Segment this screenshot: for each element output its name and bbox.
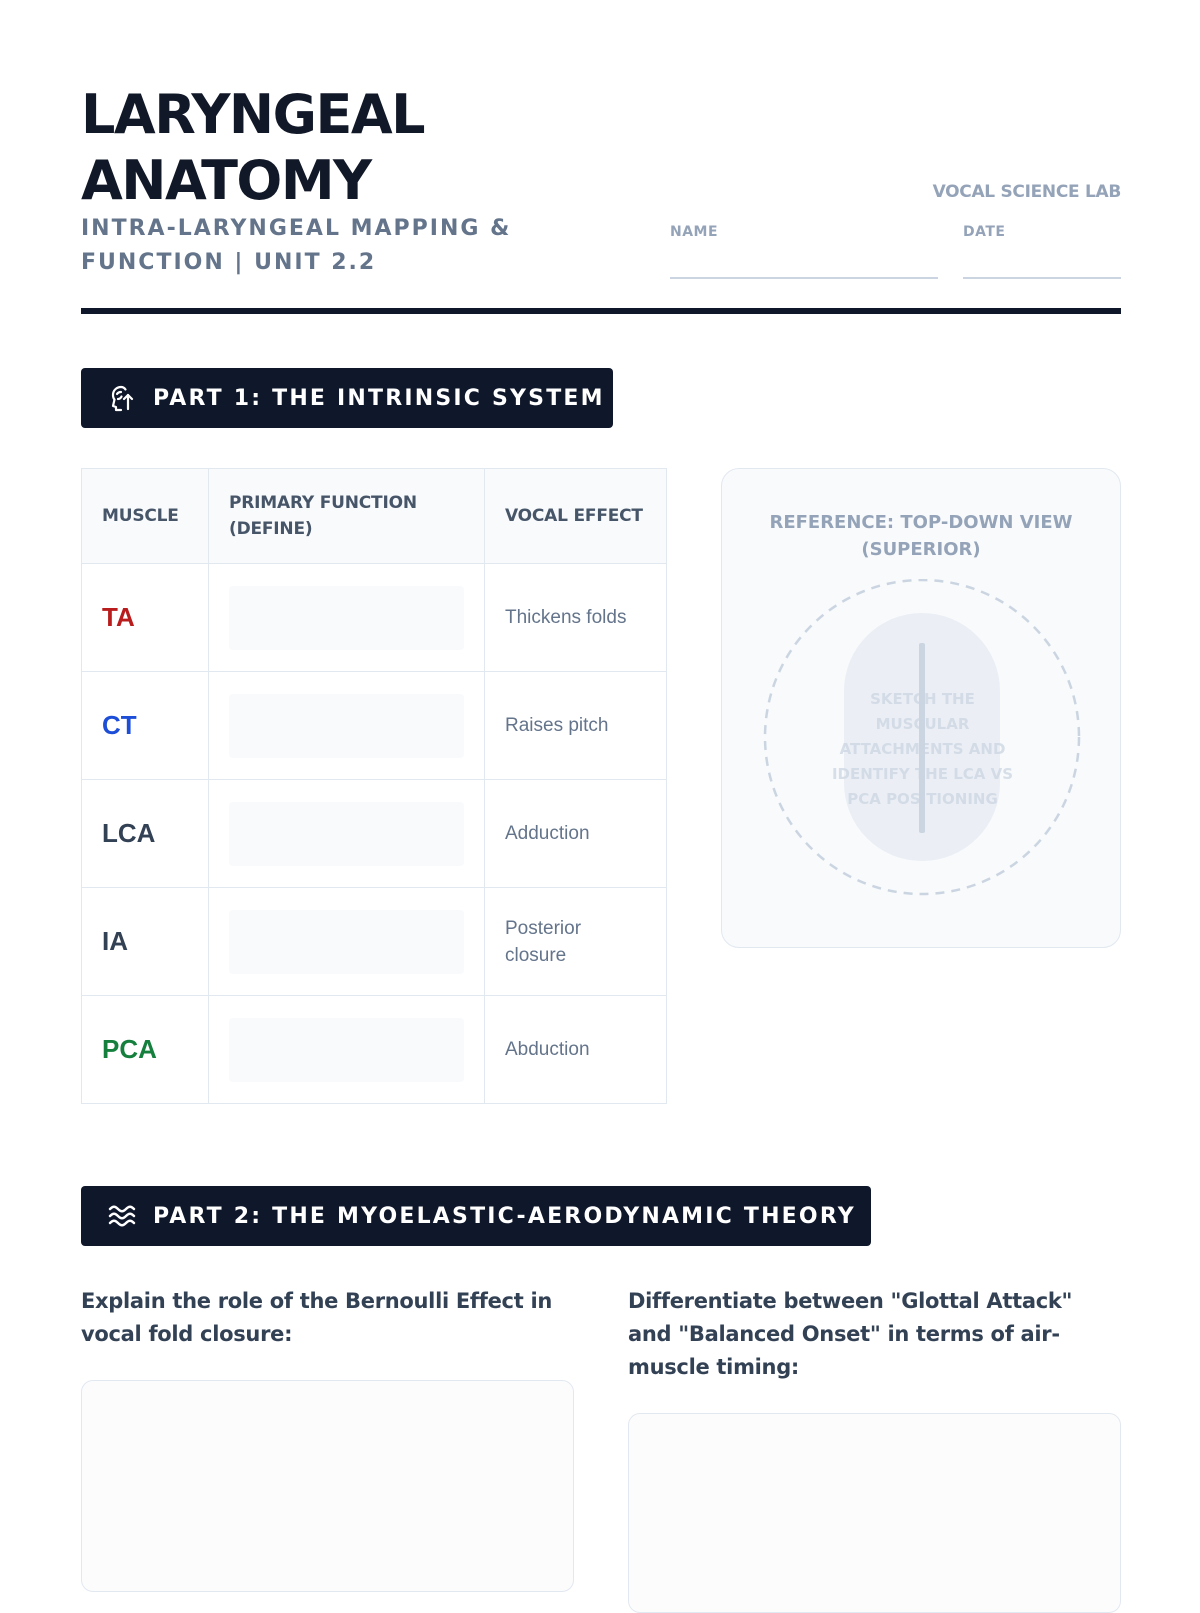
vocal-effect: Thickens folds <box>505 607 627 628</box>
date-label: DATE <box>963 224 1006 240</box>
question-onset: Differentiate between "Glottal Attack" and "Balanced Onset" in terms of air-muscle timing: <box>628 1289 1073 1379</box>
question-bernoulli: Explain the role of the Bernoulli Effect in vocal fold closure: <box>81 1289 552 1346</box>
column-header-vocal-effect: VOCAL EFFECT <box>485 469 667 564</box>
table-row <box>82 996 667 1104</box>
answer-area-bernoulli[interactable] <box>81 1380 574 1592</box>
brain-icon <box>107 382 139 414</box>
muscle-name-pca: PCA <box>102 1034 157 1064</box>
column-header-primary-function: PRIMARY FUNCTION (DEFINE) <box>209 469 485 564</box>
name-field[interactable] <box>670 277 938 279</box>
table-header-row <box>82 469 667 564</box>
function-answer-box[interactable] <box>229 802 464 866</box>
function-answer-box[interactable] <box>229 910 464 974</box>
part-2-label: PART 2: THE MYOELASTIC-AERODYNAMIC THEORY <box>153 1203 856 1229</box>
name-label: NAME <box>670 224 719 240</box>
answer-area-onset[interactable] <box>628 1413 1121 1613</box>
vocal-effect: Adduction <box>505 823 590 844</box>
page-subtitle: INTRA-LARYNGEAL MAPPING & FUNCTION | UNIT 2.2 <box>81 216 512 275</box>
vocal-effect: Abduction <box>505 1039 590 1060</box>
vocal-effect: Raises pitch <box>505 715 609 736</box>
table-row <box>82 888 667 996</box>
function-answer-box[interactable] <box>229 586 464 650</box>
part-1-label: PART 1: THE INTRINSIC SYSTEM <box>153 385 605 411</box>
table-row <box>82 672 667 780</box>
title-line-2: ANATOMY <box>81 149 371 212</box>
vocal-effect: Posterior closure <box>505 917 582 966</box>
part-2-banner <box>81 1186 871 1246</box>
muscle-name-ta: TA <box>102 602 135 632</box>
reference-title: REFERENCE: TOP-DOWN VIEW (SUPERIOR) <box>769 512 1073 560</box>
function-answer-box[interactable] <box>229 694 464 758</box>
muscle-name-ct: CT <box>102 710 137 740</box>
reference-card <box>721 468 1121 948</box>
wind-waves-icon <box>107 1200 139 1232</box>
muscle-name-lca: LCA <box>102 818 156 848</box>
lab-name: VOCAL SCIENCE LAB <box>932 182 1121 202</box>
muscle-table <box>81 468 667 1104</box>
date-field[interactable] <box>963 277 1121 279</box>
title-line-1: LARYNGEAL <box>81 83 425 146</box>
muscle-name-ia: IA <box>102 926 128 956</box>
header-divider <box>81 308 1121 314</box>
table-row <box>82 564 667 672</box>
column-header-muscle: MUSCLE <box>82 469 209 564</box>
page-title <box>81 82 424 214</box>
function-answer-box[interactable] <box>229 1018 464 1082</box>
table-row <box>82 780 667 888</box>
sketch-instruction: SKETCH THE MUSCULAR ATTACHMENTS AND IDENTIFY THE LCA VS PCA POSITIONING <box>831 690 1014 808</box>
part-1-banner <box>81 368 613 428</box>
